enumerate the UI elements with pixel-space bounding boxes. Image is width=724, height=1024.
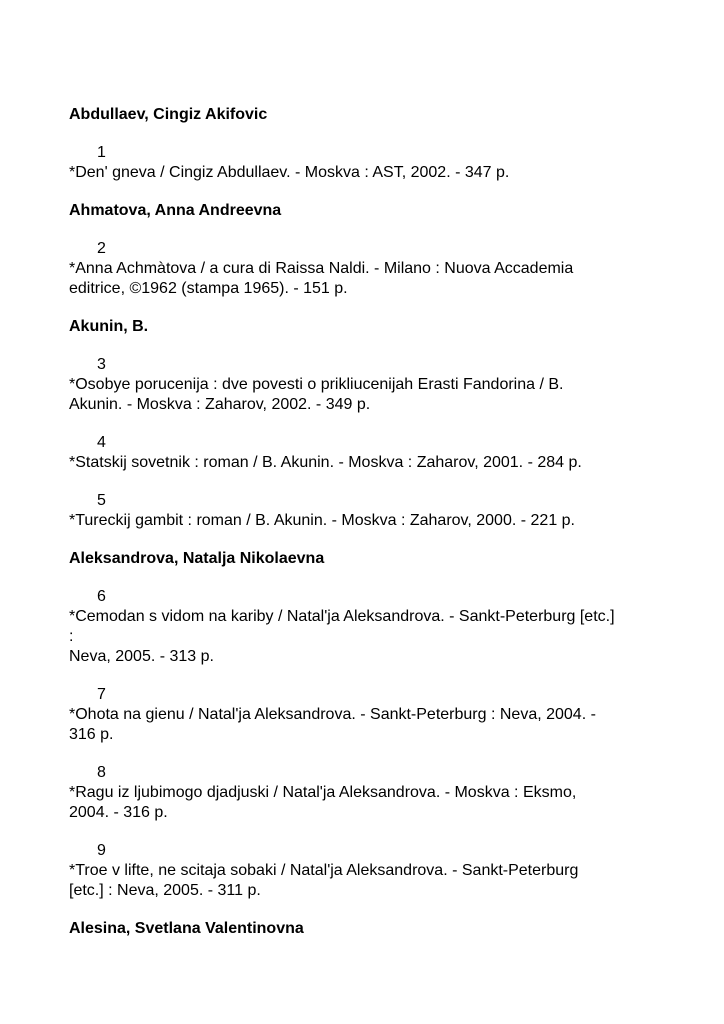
catalog-entry — [69, 763, 669, 823]
catalog-entry — [69, 491, 669, 531]
entry-number: 2 — [97, 240, 106, 257]
entry-number: 4 — [97, 434, 106, 451]
author-heading: Alesina, Svetlana Valentinovna — [69, 920, 304, 937]
author-group — [69, 105, 669, 183]
entry-number: 6 — [97, 588, 106, 605]
entry-number: 7 — [97, 686, 106, 703]
entry-citation: *Anna Achmàtova / a cura di Raissa Naldi. - Milano : Nuova Accademia editrice, ©1962 (stampa 1965). - 151 p. — [69, 260, 574, 297]
entry-citation: *Cemodan s vidom na kariby / Natal'ja Aleksandrova. - Sankt-Peterburg [etc.] : Neva, 2005. - 313 p. — [69, 608, 615, 665]
catalog-entry — [69, 685, 669, 745]
author-group — [69, 317, 669, 531]
author-heading: Akunin, B. — [69, 318, 149, 335]
entry-number: 9 — [97, 842, 106, 859]
catalog-entry — [69, 239, 669, 299]
entry-citation: *Tureckij gambit : roman / B. Akunin. - Moskva : Zaharov, 2000. - 221 p. — [69, 512, 575, 529]
catalog-page — [69, 105, 669, 939]
author-group — [69, 201, 669, 299]
entry-number: 1 — [97, 144, 106, 161]
catalog-entry — [69, 841, 669, 901]
entry-number: 8 — [97, 764, 106, 781]
entry-citation: *Ohota na gienu / Natal'ja Aleksandrova. - Sankt-Peterburg : Neva, 2004. - 316 p. — [69, 706, 596, 743]
author-group — [69, 919, 669, 939]
catalog-entry — [69, 143, 669, 183]
entry-number: 3 — [97, 356, 106, 373]
author-group — [69, 549, 669, 901]
entry-citation: *Ragu iz ljubimogo djadjuski / Natal'ja Aleksandrova. - Moskva : Eksmo, 2004. - 316 p. — [69, 784, 577, 821]
catalog-entry — [69, 433, 669, 473]
author-heading: Aleksandrova, Natalja Nikolaevna — [69, 550, 325, 567]
author-heading: Abdullaev, Cingiz Akifovic — [69, 106, 268, 123]
entry-citation: *Osobye porucenija : dve povesti o prikliucenijah Erasti Fandorina / B. Akunin. - Moskva : Zaharov, 2002. - 349 p. — [69, 376, 564, 413]
entry-number: 5 — [97, 492, 106, 509]
entry-citation: *Statskij sovetnik : roman / B. Akunin. - Moskva : Zaharov, 2001. - 284 p. — [69, 454, 582, 471]
catalog-entry — [69, 355, 669, 415]
catalog-entry — [69, 587, 669, 667]
entry-citation: *Troe v lifte, ne scitaja sobaki / Natal'ja Aleksandrova. - Sankt-Peterburg [etc.] : Neva, 2005. - 311 p. — [69, 862, 579, 899]
author-heading: Ahmatova, Anna Andreevna — [69, 202, 282, 219]
entry-citation: *Den' gneva / Cingiz Abdullaev. - Moskva : AST, 2002. - 347 p. — [69, 164, 510, 181]
